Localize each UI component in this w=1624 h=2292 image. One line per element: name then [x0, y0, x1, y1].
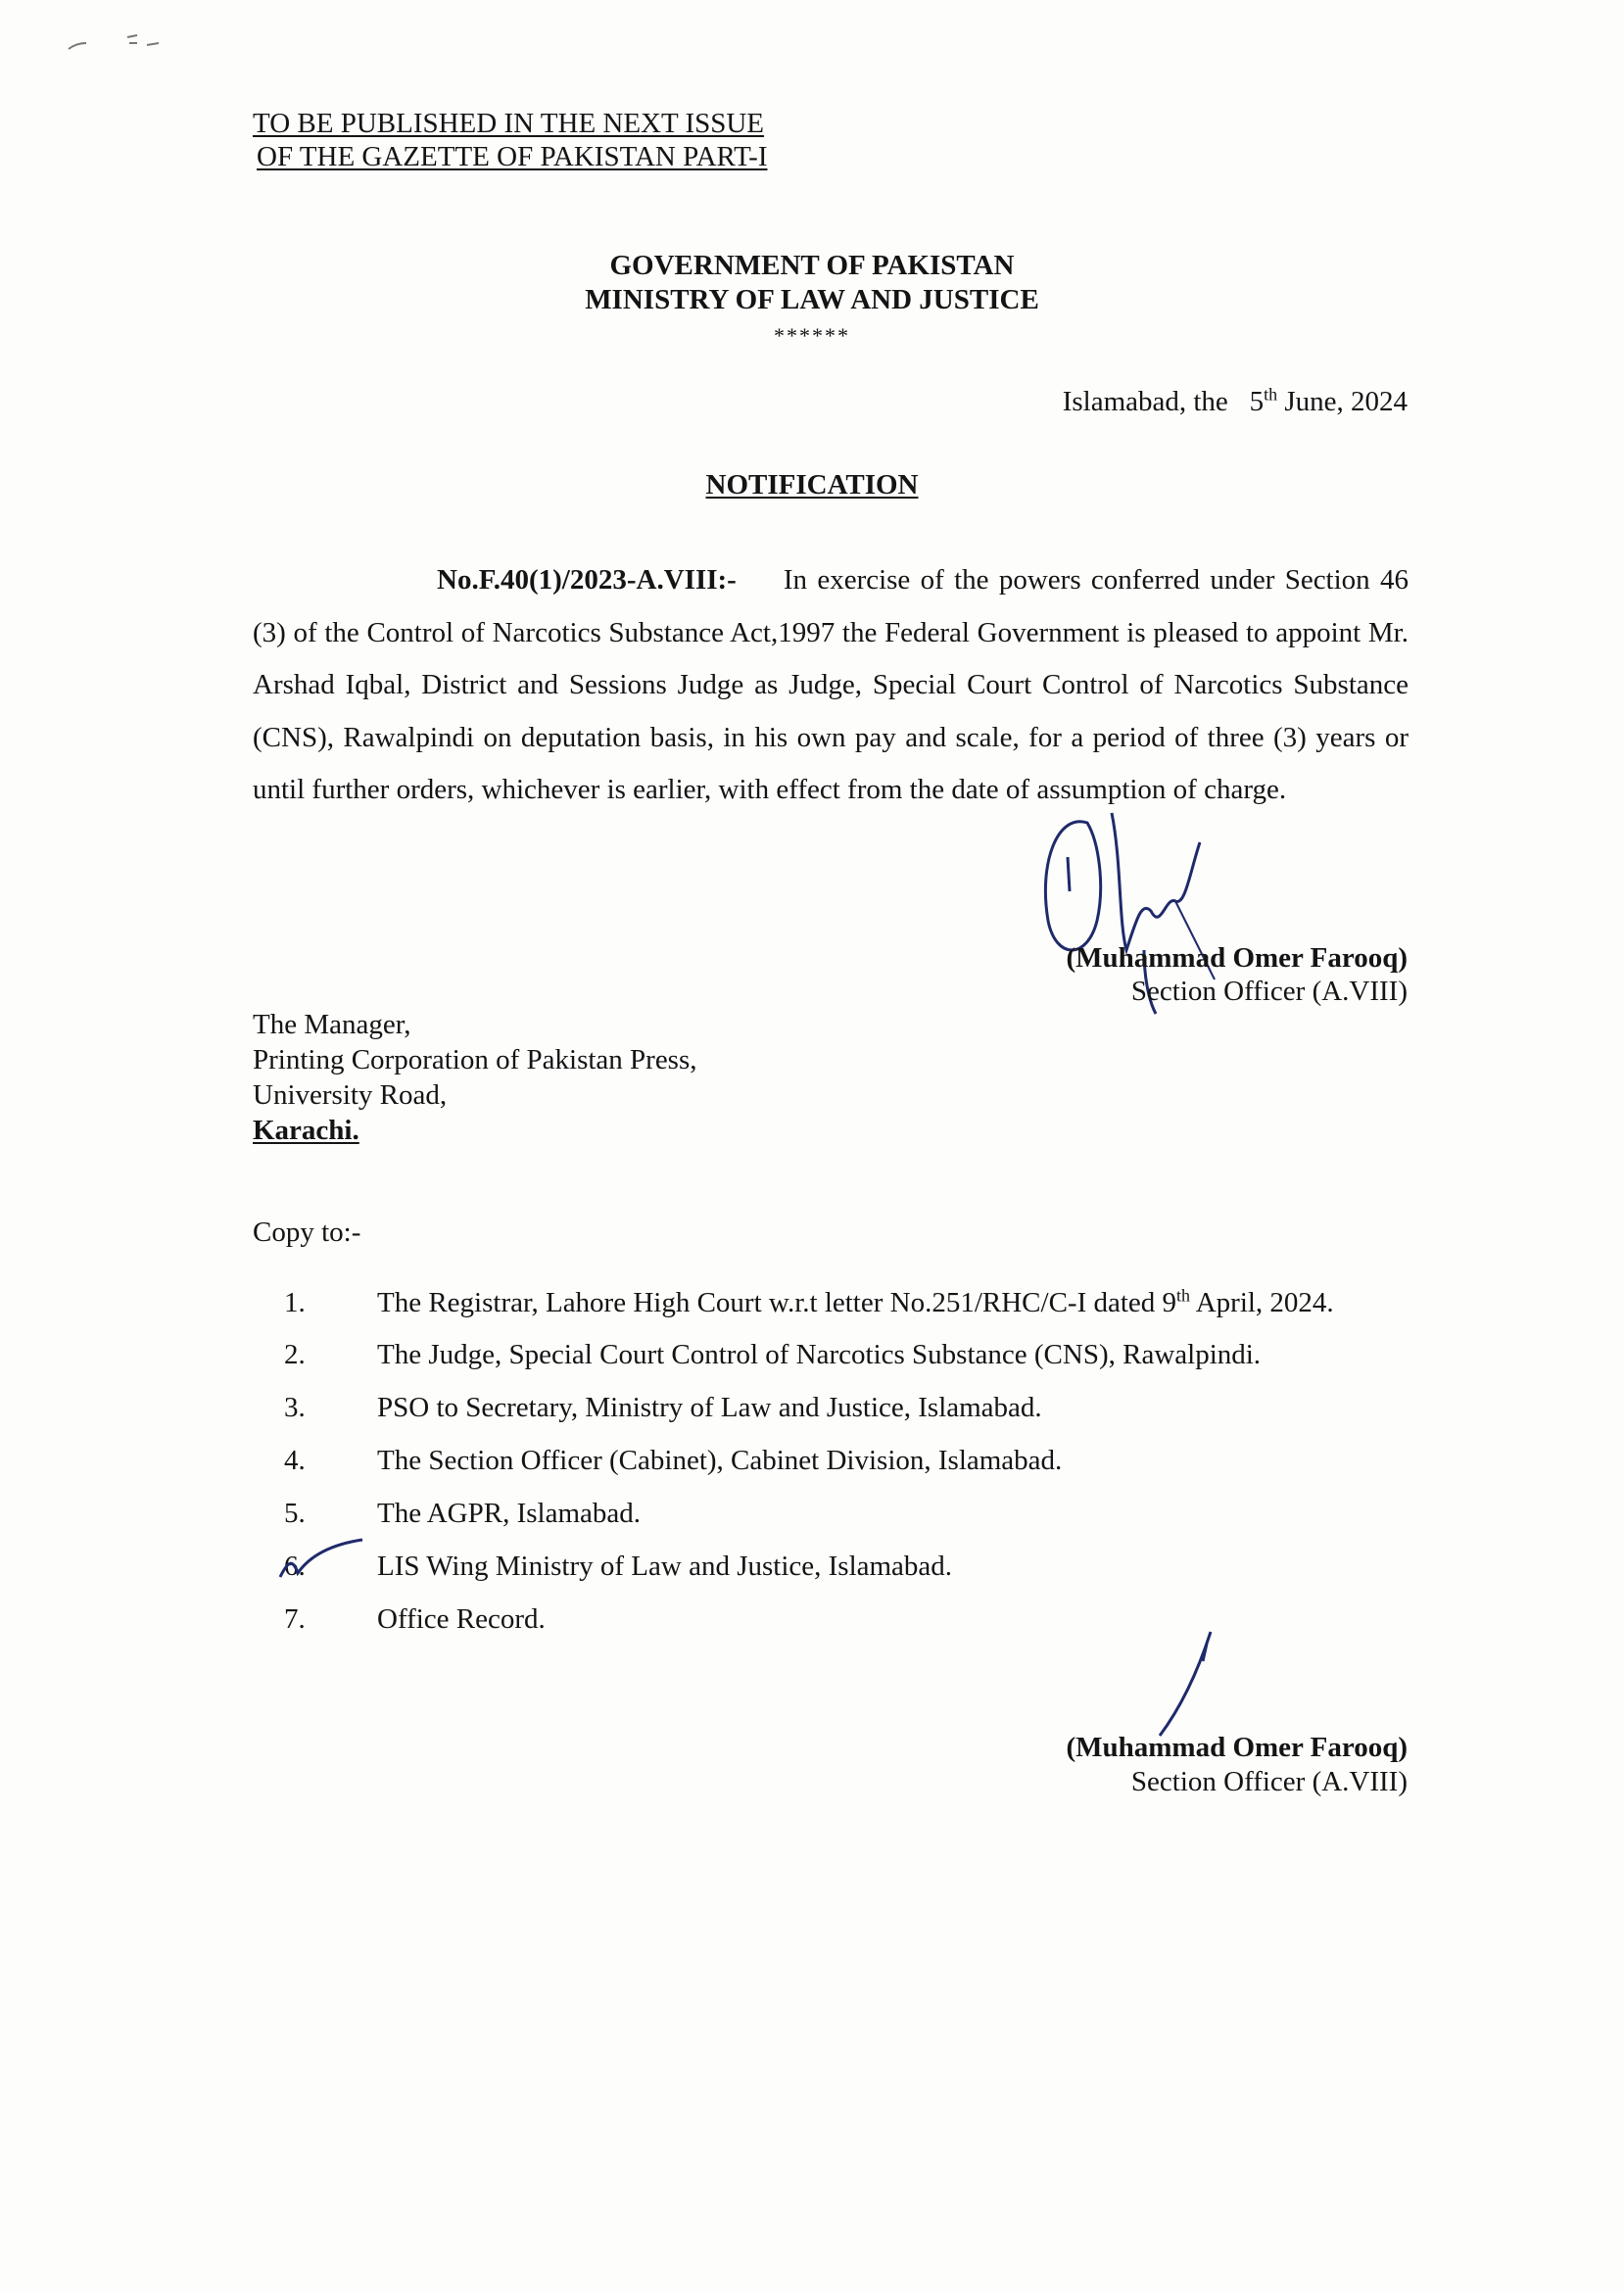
date-rest: June, 2024 [1284, 386, 1408, 417]
list-item [377, 1287, 1334, 1319]
list-item: The Section Officer (Cabinet), Cabinet Division, Islamabad. [377, 1445, 1063, 1476]
signature-2 [1146, 1626, 1224, 1743]
tick-mark [272, 1536, 370, 1585]
list-item-text-after: April, 2024. [1190, 1287, 1334, 1318]
date-prefix: Islamabad, the [1062, 386, 1228, 417]
list-item: PSO to Secretary, Ministry of Law and Justice, Islamabad. [377, 1392, 1042, 1423]
publication-note-line2: OF THE GAZETTE OF PAKISTAN PART-I [257, 141, 768, 172]
list-item-text: The Registrar, Lahore High Court w.r.t letter No.251/RHC/C-I dated 9 [377, 1287, 1177, 1318]
notification-reference: No.F.40(1)/2023-A.VIII:- [437, 564, 737, 596]
list-item: The Judge, Special Court Control of Narcotics Substance (CNS), Rawalpindi. [377, 1339, 1262, 1370]
notification-text: In exercise of the powers conferred under Section 46 (3) of the Control of Narcotics Substance Act,1997 the Federal Government is pleased to appoint Mr. Arshad Iqbal, District and Sessions Judge as Judge, Special Court Control of Narcotics Substance (CNS), Rawalpindi on deputation basis, in his own pay and scale, for a period of three (3) years or until further orders, whichever is earlier, with effect from the date of assumption of charge. [253, 564, 1409, 805]
list-item-number: 2. [284, 1339, 306, 1370]
ministry-heading: MINISTRY OF LAW AND JUSTICE [585, 284, 1039, 315]
list-item-number: 4. [284, 1445, 306, 1476]
date-line [882, 386, 1408, 418]
scan-mark [59, 27, 176, 67]
list-item-sup: th [1176, 1285, 1191, 1306]
list-item-number: 7. [284, 1603, 306, 1635]
list-item-number: 3. [284, 1392, 306, 1423]
list-item-number: 6. [284, 1551, 306, 1582]
addressee-line1: The Manager, [253, 1009, 411, 1040]
list-item: LIS Wing Ministry of Law and Justice, Islamabad. [377, 1551, 953, 1582]
list-item-number: 1. [284, 1287, 306, 1318]
signatory-1-designation: Section Officer (A.VIII) [1130, 976, 1408, 1007]
addressee-line3: University Road, [253, 1079, 448, 1111]
list-item: Office Record. [377, 1603, 546, 1635]
list-item: The AGPR, Islamabad. [377, 1498, 642, 1529]
signatory-1-name: (Muhammad Omer Farooq) [1066, 942, 1408, 974]
list-item-number: 5. [284, 1498, 306, 1529]
notification-title: NOTIFICATION [705, 469, 919, 501]
heading-separator: ****** [774, 323, 850, 348]
publication-note-line1: TO BE PUBLISHED IN THE NEXT ISSUE [253, 108, 765, 139]
copy-to-label: Copy to:- [253, 1217, 361, 1248]
addressee-city: Karachi. [253, 1115, 359, 1146]
signatory-2-designation: Section Officer (A.VIII) [1130, 1766, 1408, 1797]
notification-body [253, 554, 1409, 817]
addressee-line2: Printing Corporation of Pakistan Press, [253, 1044, 697, 1075]
date-day: 5 [1249, 386, 1265, 417]
date-day-suffix: th [1264, 384, 1278, 405]
signatory-2-name: (Muhammad Omer Farooq) [1066, 1732, 1408, 1763]
government-heading: GOVERNMENT OF PAKISTAN [609, 250, 1015, 281]
